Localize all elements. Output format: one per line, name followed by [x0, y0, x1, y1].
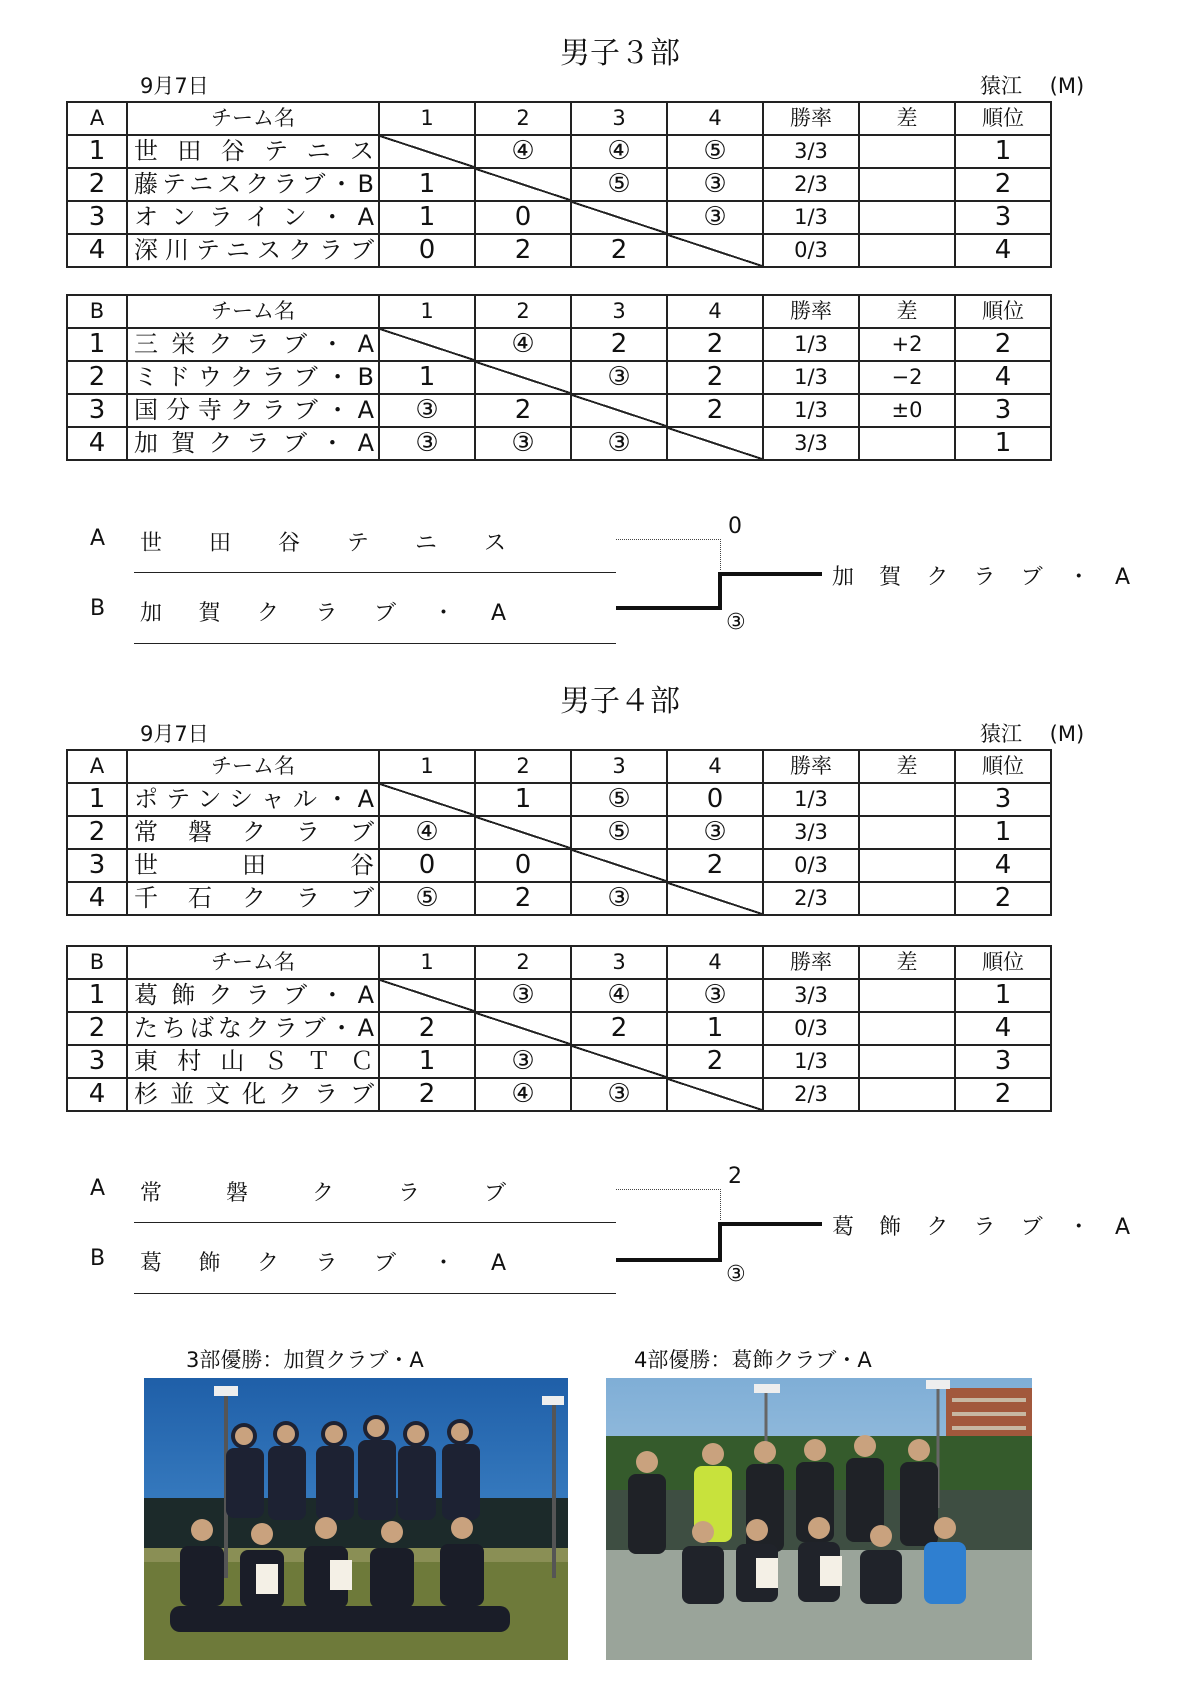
game-difference [859, 201, 955, 234]
match-result-cell: ④ [379, 816, 475, 849]
match-result-cell: 1 [379, 1045, 475, 1078]
column-header: 4 [667, 102, 763, 135]
team-number: 1 [67, 783, 127, 816]
match-result-cell: 1 [379, 201, 475, 234]
final-a-team: 世田谷テニス [140, 531, 506, 556]
final-a-line [134, 1222, 616, 1223]
final-winner-path-h2 [718, 1222, 822, 1226]
final-loser-path [616, 1189, 721, 1220]
column-header: 1 [379, 946, 475, 979]
match-result-cell: ③ [475, 427, 571, 460]
group-label: A [67, 102, 127, 135]
table-row [67, 328, 1147, 361]
match-result-cell: 2 [667, 394, 763, 427]
column-header: 3 [571, 102, 667, 135]
match-result-cell: ③ [475, 1045, 571, 1078]
team-name: 三栄クラブ・A [127, 328, 379, 361]
self-match-cell [475, 1012, 571, 1045]
game-difference: +2 [859, 328, 955, 361]
match-result-cell: 2 [475, 234, 571, 267]
column-header: 1 [379, 750, 475, 783]
win-rate: 3/3 [763, 135, 859, 168]
match-result-cell: ③ [667, 168, 763, 201]
win-rate: 0/3 [763, 849, 859, 882]
column-header: 差 [859, 750, 955, 783]
table-row [67, 201, 1147, 234]
rank: 3 [955, 1045, 1051, 1078]
match-result-cell: 2 [667, 1045, 763, 1078]
win-rate: 3/3 [763, 979, 859, 1012]
table-row [67, 234, 1147, 267]
game-difference [859, 816, 955, 849]
table-row [67, 135, 1147, 168]
final-a-team: 常磐クラブ [140, 1181, 506, 1206]
team-name: 葛飾クラブ・A [127, 979, 379, 1012]
team-number: 4 [67, 882, 127, 915]
match-result-cell: ④ [475, 328, 571, 361]
division-4-winners-photo [606, 1378, 1032, 1660]
team-name: 世田谷 [127, 849, 379, 882]
match-result-cell: 2 [571, 328, 667, 361]
rank: 2 [955, 328, 1051, 361]
team-name: 藤テニスクラブ・B [127, 168, 379, 201]
rank: 4 [955, 234, 1051, 267]
team-name: 千石クラブ [127, 882, 379, 915]
team-number: 3 [67, 849, 127, 882]
match-result-cell: 0 [379, 849, 475, 882]
photo-caption-division-4: 4部優勝：葛飾クラブ・A [634, 1348, 872, 1372]
group-label: B [67, 295, 127, 328]
game-difference [859, 427, 955, 460]
match-result-cell: 2 [667, 361, 763, 394]
game-difference [859, 979, 955, 1012]
game-difference [859, 1045, 955, 1078]
column-header: 順位 [955, 946, 1051, 979]
team-name: たちばなクラブ・A [127, 1012, 379, 1045]
match-result-cell: ③ [571, 427, 667, 460]
match-result-cell: 2 [667, 849, 763, 882]
game-difference [859, 849, 955, 882]
final-a-score: 0 [728, 514, 742, 539]
final-a-score: 2 [728, 1164, 742, 1189]
column-header: 順位 [955, 295, 1051, 328]
match-result-cell: 2 [379, 1012, 475, 1045]
win-rate: 1/3 [763, 328, 859, 361]
final-b-score: ③ [726, 1262, 746, 1287]
team-number: 4 [67, 1078, 127, 1111]
win-rate: 1/3 [763, 394, 859, 427]
win-rate: 1/3 [763, 1045, 859, 1078]
match-result-cell: ③ [667, 979, 763, 1012]
column-header: 差 [859, 295, 955, 328]
game-difference [859, 135, 955, 168]
column-header: 4 [667, 295, 763, 328]
game-difference [859, 234, 955, 267]
match-result-cell: ④ [475, 135, 571, 168]
team-number: 4 [67, 427, 127, 460]
division-4-group-b-table [66, 945, 1148, 1112]
game-difference: ±0 [859, 394, 955, 427]
column-header: 差 [859, 946, 955, 979]
match-result-cell: 1 [379, 361, 475, 394]
team-number: 4 [67, 234, 127, 267]
column-header: 勝率 [763, 750, 859, 783]
team-number: 1 [67, 328, 127, 361]
division-4-venue: 猿江 (M) [980, 722, 1085, 746]
team-name: 東村山ＳＴＣ [127, 1045, 379, 1078]
win-rate: 1/3 [763, 201, 859, 234]
division-4-date: 9月7日 [140, 722, 209, 746]
win-rate: 0/3 [763, 234, 859, 267]
win-rate: 2/3 [763, 1078, 859, 1111]
division-4-group-a-table [66, 749, 1148, 916]
team-number: 1 [67, 979, 127, 1012]
rank: 2 [955, 168, 1051, 201]
table-row [67, 979, 1147, 1012]
column-header: チーム名 [127, 102, 379, 135]
group-label: A [67, 750, 127, 783]
team-name: 深川テニスクラブ [127, 234, 379, 267]
column-header: 4 [667, 946, 763, 979]
match-result-cell: 2 [571, 1012, 667, 1045]
team-name: 加賀クラブ・A [127, 427, 379, 460]
win-rate: 1/3 [763, 361, 859, 394]
final-b-label: B [90, 596, 106, 621]
final-winner: 葛飾クラブ・A [832, 1215, 1130, 1240]
final-winner-path-v [718, 1222, 722, 1262]
team-number: 2 [67, 361, 127, 394]
game-difference [859, 1078, 955, 1111]
table-header-row [67, 946, 1147, 979]
match-result-cell: ③ [571, 1078, 667, 1111]
match-result-cell: 2 [571, 234, 667, 267]
match-result-cell: ⑤ [379, 882, 475, 915]
match-result-cell: 2 [379, 1078, 475, 1111]
match-result-cell: 2 [475, 394, 571, 427]
table-row [67, 849, 1147, 882]
self-match-cell [571, 1045, 667, 1078]
rank: 4 [955, 849, 1051, 882]
match-result-cell: ④ [571, 135, 667, 168]
final-a-label: A [90, 1176, 106, 1201]
self-match-cell [475, 816, 571, 849]
division-3-venue: 猿江 (M) [980, 74, 1085, 98]
rank: 2 [955, 882, 1051, 915]
team-name: ミドウクラブ・B [127, 361, 379, 394]
match-result-cell: ③ [475, 979, 571, 1012]
team-name: 国分寺クラブ・A [127, 394, 379, 427]
column-header: 2 [475, 750, 571, 783]
game-difference [859, 1012, 955, 1045]
final-a-line [134, 572, 616, 573]
self-match-cell [475, 168, 571, 201]
self-match-cell [379, 783, 475, 816]
final-b-team: 加賀クラブ・A [140, 601, 506, 626]
table-row [67, 394, 1147, 427]
table-header-row [67, 102, 1147, 135]
column-header: 3 [571, 750, 667, 783]
win-rate: 2/3 [763, 882, 859, 915]
division-3-group-a-table [66, 101, 1148, 268]
final-winner: 加賀クラブ・A [832, 565, 1130, 590]
final-winner-path-v [718, 572, 722, 610]
photo-caption-division-3: 3部優勝：加賀クラブ・A [186, 1348, 424, 1372]
match-result-cell: ③ [379, 394, 475, 427]
column-header: 順位 [955, 750, 1051, 783]
team-number: 3 [67, 1045, 127, 1078]
match-result-cell: 2 [475, 882, 571, 915]
column-header: チーム名 [127, 946, 379, 979]
win-rate: 1/3 [763, 783, 859, 816]
match-result-cell: ③ [667, 816, 763, 849]
self-match-cell [667, 1078, 763, 1111]
table-row [67, 1045, 1147, 1078]
self-match-cell [379, 979, 475, 1012]
table-row [67, 1012, 1147, 1045]
rank: 1 [955, 135, 1051, 168]
match-result-cell: ④ [571, 979, 667, 1012]
final-b-score: ③ [726, 610, 746, 635]
column-header: 3 [571, 295, 667, 328]
match-result-cell: ③ [667, 201, 763, 234]
final-winner-path-h2 [718, 572, 822, 576]
rank: 1 [955, 427, 1051, 460]
match-result-cell: 0 [475, 201, 571, 234]
self-match-cell [379, 328, 475, 361]
team-name: 世田谷テニス [127, 135, 379, 168]
self-match-cell [667, 882, 763, 915]
win-rate: 3/3 [763, 816, 859, 849]
division-4-title: 男子４部 [560, 684, 680, 719]
self-match-cell [475, 361, 571, 394]
match-result-cell: 2 [667, 328, 763, 361]
match-result-cell: ⑤ [571, 168, 667, 201]
match-result-cell: 0 [475, 849, 571, 882]
column-header: 2 [475, 946, 571, 979]
column-header: 2 [475, 295, 571, 328]
team-number: 2 [67, 816, 127, 849]
team-name: 杉並文化クラブ [127, 1078, 379, 1111]
match-result-cell: 1 [379, 168, 475, 201]
team-number: 2 [67, 168, 127, 201]
self-match-cell [667, 234, 763, 267]
rank: 4 [955, 361, 1051, 394]
column-header: 4 [667, 750, 763, 783]
table-row [67, 783, 1147, 816]
team-number: 2 [67, 1012, 127, 1045]
win-rate: 0/3 [763, 1012, 859, 1045]
table-header-row [67, 295, 1147, 328]
group-label: B [67, 946, 127, 979]
final-b-line [134, 1293, 616, 1294]
division-3-date: 9月7日 [140, 74, 209, 98]
win-rate: 3/3 [763, 427, 859, 460]
division-3-winners-photo [144, 1378, 568, 1660]
rank: 3 [955, 783, 1051, 816]
win-rate: 2/3 [763, 168, 859, 201]
table-row [67, 1078, 1147, 1111]
column-header: 2 [475, 102, 571, 135]
game-difference [859, 168, 955, 201]
game-difference [859, 882, 955, 915]
match-result-cell: ⑤ [667, 135, 763, 168]
self-match-cell [667, 427, 763, 460]
column-header: 差 [859, 102, 955, 135]
table-row [67, 816, 1147, 849]
table-header-row [67, 750, 1147, 783]
match-result-cell: ④ [475, 1078, 571, 1111]
team-number: 3 [67, 394, 127, 427]
table-row [67, 427, 1147, 460]
rank: 1 [955, 979, 1051, 1012]
match-result-cell: ③ [571, 361, 667, 394]
team-name: ポテンシャル・A [127, 783, 379, 816]
team-number: 1 [67, 135, 127, 168]
column-header: チーム名 [127, 295, 379, 328]
match-result-cell: 0 [667, 783, 763, 816]
column-header: 順位 [955, 102, 1051, 135]
match-result-cell: ③ [379, 427, 475, 460]
rank: 3 [955, 394, 1051, 427]
column-header: 勝率 [763, 295, 859, 328]
self-match-cell [571, 201, 667, 234]
match-result-cell: ⑤ [571, 816, 667, 849]
rank: 1 [955, 816, 1051, 849]
division-3-title: 男子３部 [560, 36, 680, 71]
match-result-cell: 1 [475, 783, 571, 816]
match-result-cell: 0 [379, 234, 475, 267]
final-winner-path-h1 [616, 606, 720, 610]
table-row [67, 361, 1147, 394]
table-row [67, 882, 1147, 915]
team-number: 3 [67, 201, 127, 234]
final-b-label: B [90, 1246, 106, 1271]
final-b-line [134, 643, 616, 644]
game-difference: −2 [859, 361, 955, 394]
division-3-group-b-table [66, 294, 1148, 461]
final-loser-path [616, 539, 721, 570]
self-match-cell [571, 394, 667, 427]
match-result-cell: 1 [667, 1012, 763, 1045]
match-result-cell: ③ [571, 882, 667, 915]
rank: 4 [955, 1012, 1051, 1045]
rank: 3 [955, 201, 1051, 234]
column-header: 勝率 [763, 102, 859, 135]
final-b-team: 葛飾クラブ・A [140, 1251, 506, 1276]
team-name: オンライン・A [127, 201, 379, 234]
final-a-label: A [90, 526, 106, 551]
table-row [67, 168, 1147, 201]
match-result-cell: ⑤ [571, 783, 667, 816]
column-header: 1 [379, 102, 475, 135]
team-name: 常磐クラブ [127, 816, 379, 849]
column-header: 3 [571, 946, 667, 979]
final-winner-path-h1 [616, 1258, 720, 1262]
self-match-cell [571, 849, 667, 882]
rank: 2 [955, 1078, 1051, 1111]
column-header: チーム名 [127, 750, 379, 783]
game-difference [859, 783, 955, 816]
self-match-cell [379, 135, 475, 168]
column-header: 1 [379, 295, 475, 328]
column-header: 勝率 [763, 946, 859, 979]
